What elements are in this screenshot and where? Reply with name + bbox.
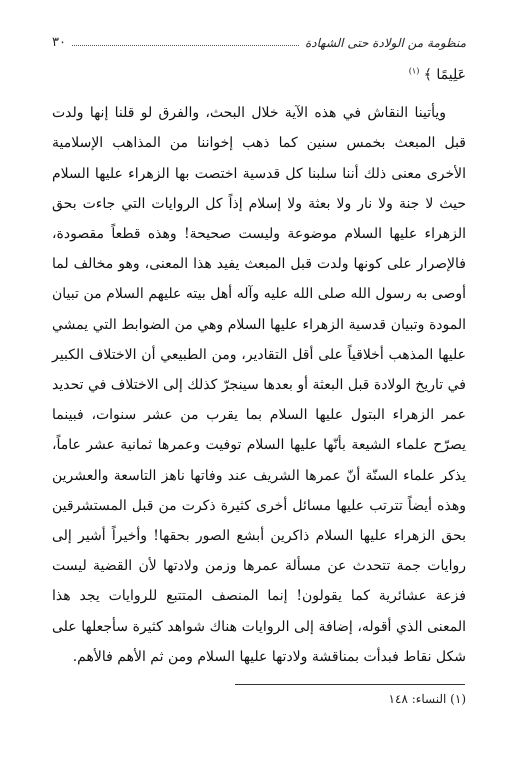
verse-text: عَلِيمًا ﴾ [423, 67, 466, 83]
body-paragraph: ويأتينا النقاش في هذه الآية خلال البحث، والفرق لو قلنا إنها ولدت قبل المبعث بخمس سنين كما ذهب إخواننا من المذاهب الإسلامية الأخرى معنى ذلك أننا سلبنا كل قدسية اختصت بها الزهراء عليها السلام حيث لا جنة ولا نار ولا بعثة ولا إسلام إذاً كل الروايات التي جاءت بحق الزهراء عليها السلام موضوعة وليست صحيحة! وهذه قطعاً مقصودة، فالإصرار على كونها ولدت قبل المبعث يفيد هذا المعنى، وهو مخالف لما أوصى به رسول الله صلى الله عليه وآله أهل بيته عليهم السلام من تبيان المودة وتبيان قدسية الزهراء عليها السلام وهي من الضوابط التي يمشي عليها المذهب أخلاقياً على أقل التقادير، ومن الطبيعي أن الاختلاف الكبير في تاريخ الولادة قبل البعثة أو بعدها سينجرّ كذلك إلى الاختلاف في تحديد عمر الزهراء البتول عليها السلام بما يقرب من عشر سنوات، فبينما يصرّح علماء الشيعة بأنّها عليها السلام توفيت وعمرها ثمانية عشر عاماً، يذكر علماء السنّة أنّ عمرها الشريف عند وفاتها ناهز التاسعة والعشرين وهذه أيضاً تترتب عليها مسائل أخرى كثيرة ذكرت من قبل المستشرقين بحق الزهراء عليها السلام ذاكرين أبشع الصور بحقها! وأخيراً أشير إلى روايات جمة تتحدث عن مسألة عمرها وزمن ولادتها لأن القضية ليست فزعة عشائرية كما يقولون! إنما المنصف المتتبع للروايات يجد هذا المعنى الذي أقوله، إضافة إلى الروايات هناك شواهد كثيرة سأجعلها على شكل نقاط فبدأت بمناقشة ولادتها عليها السلام ومن ثم الأهم فالأهم. [52, 105, 466, 665]
book-title: منظومة من الولادة حتى الشهادة [305, 36, 466, 50]
footnote-marker: (١) [408, 66, 420, 76]
footnote-separator [235, 684, 465, 685]
quran-verse-end [52, 60, 466, 90]
running-header [52, 28, 466, 50]
page-number: ٣٠ [52, 35, 66, 50]
header-dotted-leader [72, 45, 299, 46]
main-text [52, 60, 466, 672]
footnote: (١) النساء: ١٤٨ [388, 692, 466, 706]
